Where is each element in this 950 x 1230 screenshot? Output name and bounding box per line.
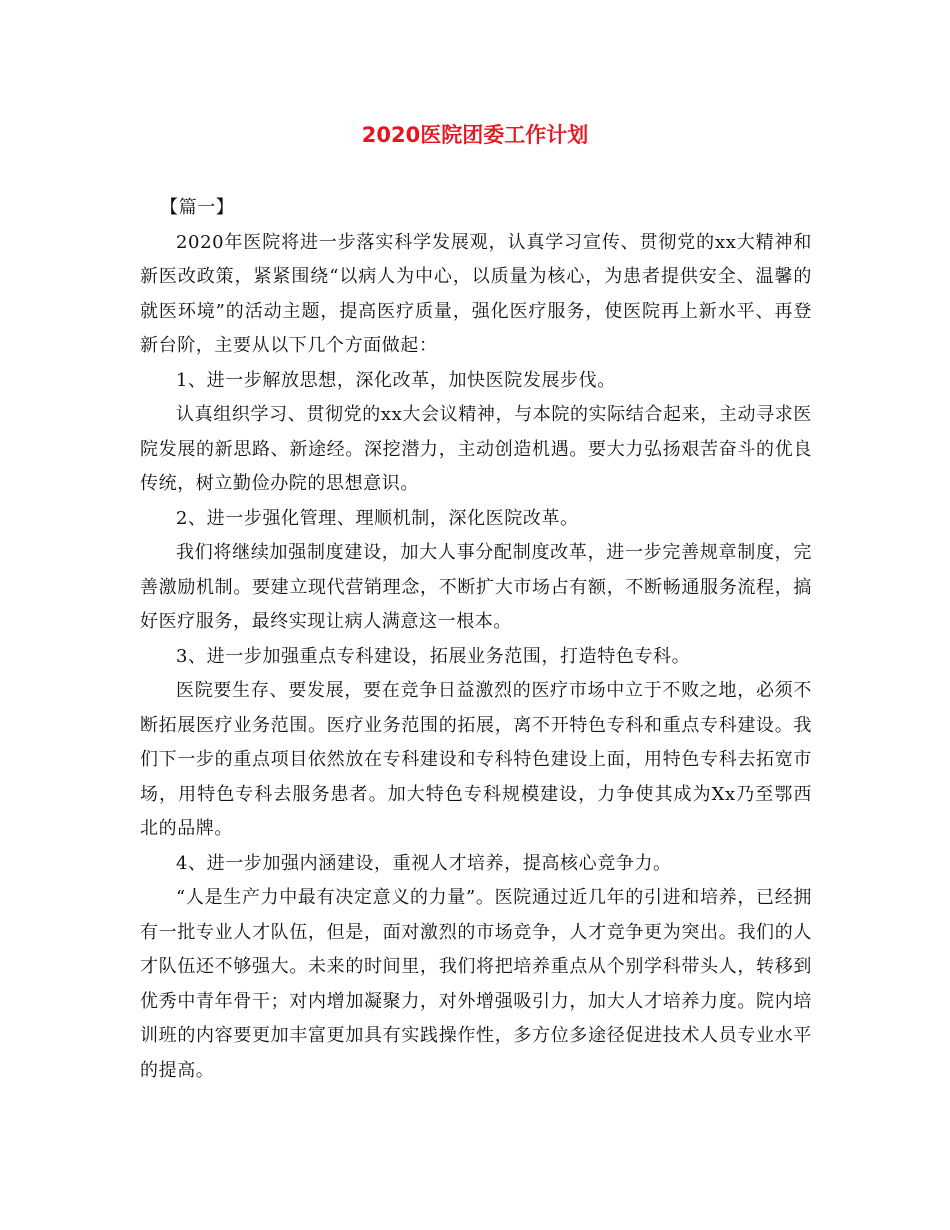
paragraph-4: “人是生产力中最有决定意义的力量”。医院通过近几年的引进和培养，已经拥有一批专业人才队伍，但是，面对激烈的市场竞争，人才竞争更为突出。我们的人才队伍还不够强大。未来的时间里，我们将把培养重点从个别学科带头人，转移到优秀中青年骨干；对内增加凝聚力，对外增强吸引力，加大人才培养力度。院内培训班的内容要更加丰富更加具有实践操作性，多方位多途径促进技术人员专业水平的提高。 (140, 887, 812, 1081)
paragraph-intro: 2020年医院将进一步落实科学发展观，认真学习宣传、贯彻党的xx大精神和新医改政策，紧紧围绕“以病人为中心，以质量为核心，为患者提供安全、温馨的就医环境”的活动主题，提高医疗质量，强化医疗服务，使医院再上新水平、再登新台阶，主要从以下几个方面做起： (140, 231, 812, 356)
paragraph-2: 我们将继续加强制度建设，加大人事分配制度改革，进一步完善规章制度，完善激励机制。要建立现代营销理念，不断扩大市场占有额，不断畅通服务流程，搞好医疗服务，最终实现让病人满意这一根本。 (140, 542, 812, 632)
document-body (140, 191, 812, 1088)
section-heading: 【篇一】 (160, 197, 235, 218)
paragraph-1: 认真组织学习、贯彻党的xx大会议精神，与本院的实际结合起来，主动寻求医院发展的新思路、新途经。深挖潜力，主动创造机遇。要大力弘扬艰苦奋斗的优良传统，树立勤俭办院的思想意识。 (140, 404, 812, 494)
item-heading-4: 4、进一步加强内涵建设，重视人才培养，提高核心竞争力。 (176, 852, 672, 874)
item-heading-1: 1、进一步解放思想，深化改革，加快医院发展步伐。 (176, 369, 616, 391)
item-heading-2: 2、进一步强化管理、理顺机制，深化医院改革。 (176, 507, 579, 529)
paragraph-3: 医院要生存、要发展，要在竞争日益激烈的医疗市场中立于不败之地，必须不断拓展医疗业务范围。医疗业务范围的拓展，离不开特色专科和重点专科建设。我们下一步的重点项目依然放在专科建设和专科特色建设上面，用特色专科去拓宽市场，用特色专科去服务患者。加大特色专科规模建设，力争使其成为Xx乃至鄂西北的品牌。 (140, 680, 812, 839)
document-title: 2020医院团委工作计划 (361, 123, 589, 147)
item-heading-3: 3、进一步加强重点专科建设，拓展业务范围，打造特色专科。 (176, 645, 691, 667)
